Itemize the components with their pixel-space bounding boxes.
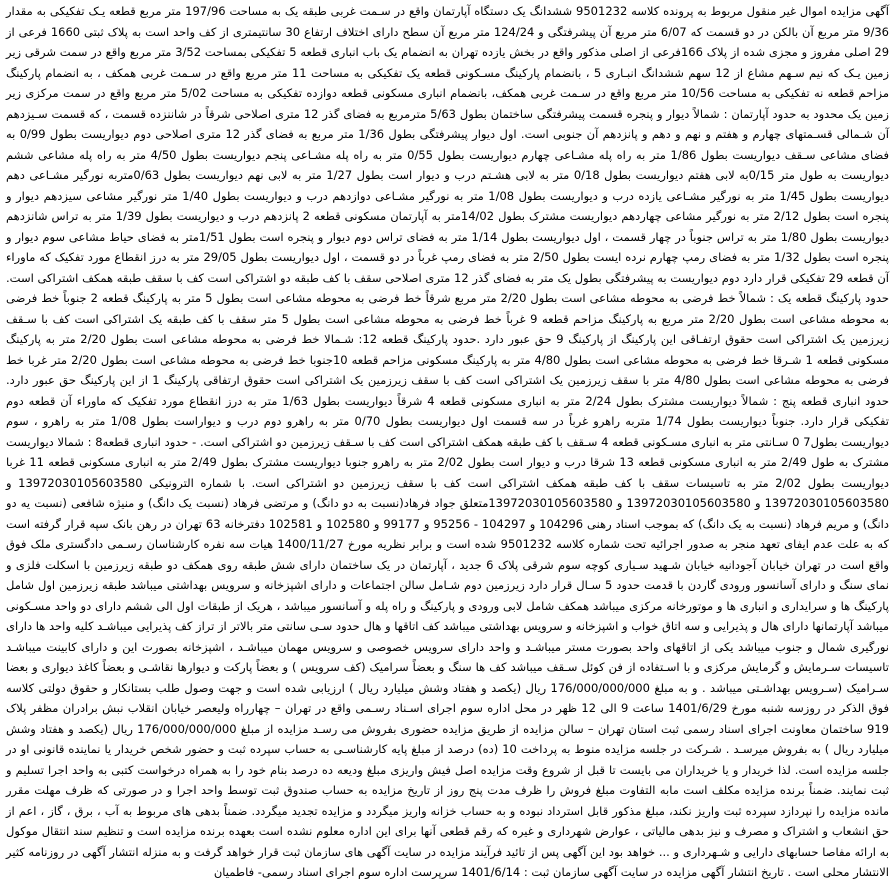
notice-body-text: آگهی مزایده اموال غیر منقول مربوط به پرونده کلاسه 9501232 ششدانگ یک دستگاه آپارتمان واقع در سـمت غربی طبقه یک به مساحت 197/96 متر مربع قطعه یـک تفکیکی به مقدار 9/36 متر مربع آن بالکن در دو قسمت که 6/07 متر مربع آن پیشرفتگی و 124/24 متر مربع آن سطح دارای اختلاف ارتفاع 30 سانتیمتری از کف واحد است به پلاک ثبتی 1660 فرعی از 29 اصلی مفروز و مجزی شده از پلاک 166فرعی از اصلی مذکور واقع در بخش یازده تهران به انضمام یک باب انباری قطعه 5 تفکیکی بمساحت 3/52 متر مربع واقع در سمت شرقی زیر زمین یـک که نیم سـهم مشاع از 12 سهم ششدانگ انبـاری 5 ، بانضمام پارکینگ مسـکونی قطعه یک تفکیکی به مساحت 11 متر مربع واقع در سـمت غربی همکف ، به انضمام پارکینگ مزاحم قطعه نه تفکیکی به مساحت 10/56 متر مربع واقع در سـمت غربی همکف، بانضمام انباری مسکونی قطعه دوازده تفکیکی به مساحت 5/02 متر مربع واقع در سمت مرکزی زیر زمین یک محدود به حدود آپارتمان : شمالاً دیوار و پنجره قسمت پیشرفتگی ساختمان بطول 5/63 مترمربع به فضای گذر 12 متری اصلاحی شرقاً در شاننزده قسمت ، که قسمت سـیزدهم آن شـمالی قسـمتهای چهارم و هفتم و نهم و دهم و پانزدهم آن جنوبی است. اول دیوار پیشرفتگی بطول 1/36 متر مربع به فضای گذر 12 متری اصلاحی دوم دیواریست بطول 0/99 به فضای مشاعی سـقف دیواریست بطول 1/86 متر به راه پله مشـاعی چهارم دیواریست بطول 0/55 متر به راه پله مشـاعی پنجم دیواریست بطول 4/50 متر به راه پله مشاعی ششم دیواریست به طول متر 0/15به لابی هفتم دیواریست بطول 0/18 متر به لابی هشـتم درب و دیوار است بطول 1/27 متر به لابی نهم دیواریست بطول 0/63متربه نورگیر مشـاعی دهم دیواریست بطول 1/45 متر به نورگیر مشـاعی یازده درب و دیواریست بطول 1/08 متر به نورگیر مشـاعی دوازدهم درب و دیواریست بطول 1/40 متر نورگیر مشاعی سیزدهم دیوار و پنجره است بطول 2/12 متر به نورگیر مشاعی چهاردهم دیواریست مشترک بطول 14/02متر به آپارتمان مسکونی قطعه 2 پانزدهم درب و دیواریست بطول 1/39 متر به تراس شانزدهم دیواریست بطول 1/80 متر به تراس جنوباً در چهار قسمت ، اول دیواریست بطول 1/14 متر به فضای تراس دوم دیوار و پنجره است بطول 1/51متر به فضای حیاط مشاعی سوم دیوار و پنجره است بطول 1/32 متر به فضای رمپ چهارم نرده ایست بطول 2/50 متر به فضای رمپ غرباً در دو قسمت ، اول دیواریست بطول 29/05 متر به درز انقطاع مورد تفکیک که ماوراء آن قطعه 29 تفکیکی قرار دارد دوم دیواریست به پیشرفتگی بطول یک متر به فضای گذر 12 متری اصلاحی سقف با کف طبقه دو اشتراکی است کف با سقف طبقه همکف اشتراکی است. حدود پارکینگ قطعه یک : شمالاً خط فرضی به محوطه مشاعی است بطول 2/20 متر مربع شرقاً خط فرضی به محوطه مشاعی است بطول 5 متر به پارکینگ قطعه 2 جنوباً خط فرضی به محوطه مشاعی است بطول 2/20 متر مربع به پارکینگ مزاحم قطعه 9 غرباً خط فرضی به محوطه مشاعی است بطول 5 متر سقف با کف طبقه یک اشتراکی است کف با سـقف زیرزمین یک اشتراکی است حقوق ارتفـاقی این پارکینگ از پارکینگ 9 حق عبور دارد .حدود پارکینگ قطعه 12: شـمالا خط فرضی به محوطه مشاعی است بطول 2/20 متر به پارکینگ مسکونی قطعه 1 شـرقا خط فرضی به محوطه مشاعی است بطول 4/80 متر به پارکینگ مسکونی مزاحم قطعه 10جنوبا خط فرضی به محوطه مشاعی است بطول 2/20 متر غربا خط فرضی به محوطه مشاعی است بطول 4/80 متر با سقف زیرزمین یک اشتراکی است کف با سقف زیرزمین یک اشتراکی است حقوق ارتفاقی پارکینگ 1 از این پارکینگ حق عبور دارد. حدود انباری قطعه پنج : شمالاً دیواریست مشترک بطول 2/24 متر به انباری مسکونی قطعه 4 شرقاً دیواریست بطول 1/63 متر به درز انقطاع مورد تفکیک که ماوراء آن قطعه دوم تفکیکی قرار دارد. جنوباً دیواریست بطول 1/74 متربه راهرو غرباً در سه قسمت اول دیواریست بطول 0/70 متر به راهرو دوم درب و دیواراست بطول 1/08 متر به راهرو ، سوم دیواریست بطول7 0 سـانتی متر به انباری مسـکونی قطعه 4 سـقف با کف طبقه همکف اشتراکی است کف با سـقف زیرزمین دو اشتراکی است. - حدود انباری قطعه8 : شمالا دیواریست مشترک به طول 2/49 متر به انباری مسکونی قطعه 13 شرقا درب و دیوار است بطول 2/02 متر به راهرو جنوبا دیواریست مشترک بطول 2/49 متر به انباری مسکونی قطعه 11 غربا دیواریست بطول 2/02 متر به تاسیسات سقف با کف طبقه همکف اشتراکی است کف با سقف زیرزمین دو اشتراکی است. با شماره الترونیکی 13972030105603580 و 13972030105603580 و 13972030105603580 و 13972030105603580متعلق جواد فرهاد(نسبت به دو دانگ) و مرتضی فرهاد (نسبت یک دانگ) و منیژه شافعی (نسبت یه دو دانگ) و مریم فرهاد (نسبت به یک دانگ) که بموجب اسناد رهنی 104296 و 104297 - 95256 و 99177 و 102580 و 102581 دفترخانه 63 تهران در رهن بانک سپه قرار گرفته است که به علت عدم ایفای تعهد منجر به صدور اجرائیه تحت شماره کلاسه 9501232 شده است و برابر نظریه مورخ 1400/11/27 هیات سه نفره کارشناسان رسـمی دادگستری ملک فوق واقع است در تهران خیابان آجودانیه خیابان شـهید سـیاری کوچه سوم شرقی پلاک 6 جدید ، آپارتمان در یک ساختمان دارای شش طبقه روی همکف دو طبقه زیرزمین با اسکلت فلزی و نمای سنگ و دارای آسانسور ورودی گاردن با قدمت حدود 5 سـال قرار دارد زیرزمین دوم شـامل سالن اجتماعات و دارای اشپزخانه و سرویس بهداشتی میباشد طبقه زیرزمین اول شامل پارکینگ ها و سرایداری و انباری ها و موتورخانه مرکزی میباشد همکف شامل لابی ورودی و پارکینگ و راه پله و آسانسور میباشد ، هریک از طبقات اول الی ششم دارای دو واحد مسـکونی میباشد آپارتمانها دارای هال و پذیرایی و سه اتاق خواب و اشپزخانه و سرویس بهداشتی میباشد کف اتاقها و هال حدود سـی سانتی متر بالاتر از تراز کف پذیرایی میباشـد کلیه واحد ها دارای نورگیری شمال و جنوب میباشد یکی از اتاقهای واحد بصورت مستر میباشـد و واحد دارای سرویس خصوصی و سرویس مهمان میباشـد ، اشپزخانه بصورت این و دارای کابینت میباشـد تاسیسات سـرمایش و گرمایش مرکزی و با اسـتفاده از فن کوئل سـقف میباشد کف ها سنگ و بعضاً سرامیک (کف سرویس ) و بعضاً پارکت و دیوارها نقاشـی و بعضاً کاغذ دیواری و بعضا سـرامیک (سـرویس بهداشـتی میباشد . و به مبلغ 176/000/000/000 ریال (یکصد و هفتاد وشش میلیارد ریال ) ارزیابی شده است و جهت وصول طلب بستانکار و حقوق دولتی کلاسه فوق الذکر در روزسه شنبه مورخ 1401/6/29 ساعت 9 الی 12 ظهر در محل اداره سوم اجرای اسـناد رسـمی واقع در تهران – چهارراه ولیعصر خیابان انقلاب نبش برادران مظفر پلاک 919 ساختمان معاونت اجرای اسناد رسمی ثبت استان تهران – سالن مزایده از طریق مزایده حضوری بفروش می رسـد مزایده از مبلغ 176/000/000/000 ریال (یکصد و هفتاد وشش میلیارد ریال ) به بفروش میرسـد . شـرکت در جلسه مزایده منوط به پرداخت 10 (ده) درصد از مبلغ پایه کارشناسـی به حساب سپرده ثبت و حضور شخص خریدار یا نماینده قانونی او در جلسه مزایده است. لذا خریدار و یا خریداران می بایست تا قبل از شروع وقت مزایده اصل فیش واریزی مبلغ ودیعه ده درصد بنام خود را به همراه درخواست کتبی به واحد اجرا تسلیم و ثبت نمایند. ضمناً برنده مزایده مکلف است مابه التفاوت مبلغ فروش را ظرف مدت پنج روز از تاریخ مزایده به حساب صندوق ثبت توسط واحد اجرا و در صورتی که ظرف مهلت مقرر مانده مزایده را نپردازد سپرده ثبت واریز نکند، مبلغ مذکور قابل استرداد نبوده و به حساب خزانه واریز میگردد و مزایده تجدید میگردد. ضمناً بدهی های مربوط به آب ، برق ، گاز ، اعم از حق انشعاب و اشتراک و مصرف و نیز بدهی مالیاتی ، عوارض شهرداری و غیره که رقم قطعی آنها برای این اداره معلوم نشده است بعهده برنده مزایده است و تنظیم سند انتقال موکول به ارائه مفاصا حسابهای دارایی و شـهرداری و ... خواهد بود این آگهی پس از تائید فرآیند مزایده در سایت آگهی های سازمان ثبت قرار خواهد گرفت و به منزله انتشار آگهی در روزنامه کثیر الانتشار محلی است . تاریخ انتشار آگهی مزایده در سایت آگهی سازمان ثبت : 1401/6/14 سرپرست اداره سوم اجرای اسناد رسمی- فاطمیان bbox=[6, 4, 890, 879]
